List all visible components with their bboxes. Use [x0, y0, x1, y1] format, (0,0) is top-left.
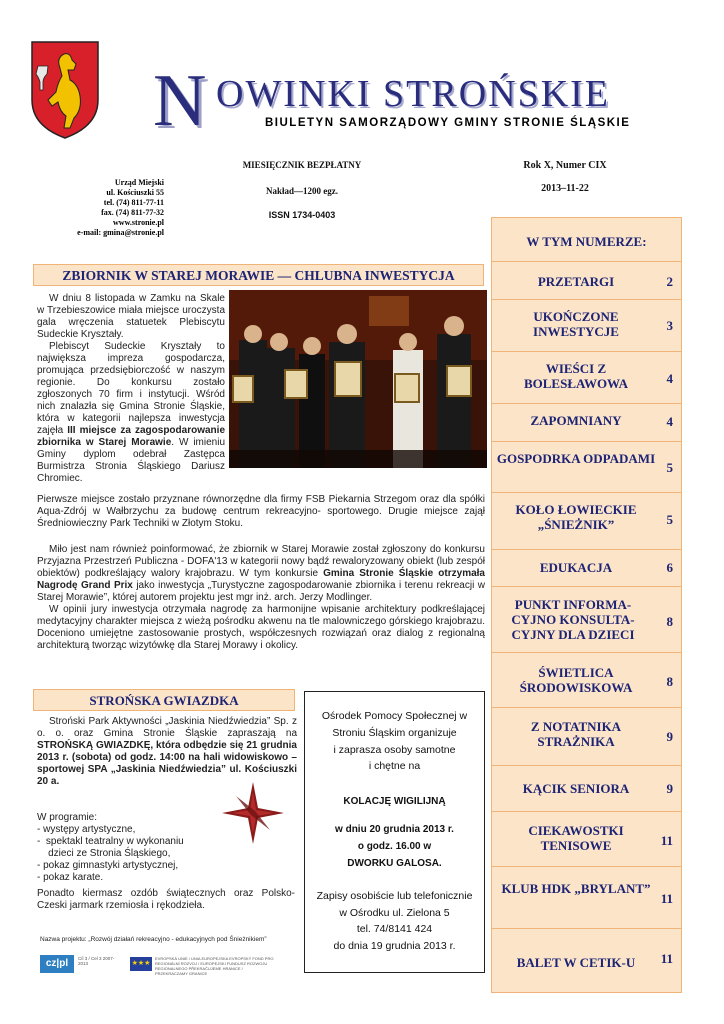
toc-item[interactable] [492, 812, 681, 867]
toc-item-label: KĄCIK SENIORA [522, 781, 630, 796]
article-bold-text: STROŃSKĄ GWIAZDKĘ, która odbędzie się 21 grudnia 2013 r. (sobota) od godz. 14:00 na hali widowiskowo – sportowej SPA „Jaskinia Niedźwiedzia” ul. Kościuszki 20 a. [37, 740, 297, 787]
social-welfare-notice [304, 691, 485, 973]
toc-item-label: KLUB HDK „BRYLANT” [501, 881, 651, 896]
article-heading-star: STROŃSKA GWIAZDKA [33, 689, 295, 711]
toc-item-page: 4 [666, 414, 673, 429]
program-item: - pokaz gimnastyki artystycznej, [37, 860, 179, 871]
toc-item-page: 8 [666, 674, 673, 689]
notice-line: Stroniu Śląskim organizuje [332, 727, 457, 739]
office-name: Urząd Miejski [114, 178, 164, 187]
toc-item-page: 5 [666, 460, 673, 475]
article-paragraph: Pierwsze miejsce zostało przyznane równorzędne dla firmy FSB Piekarnia Strzegom oraz dla spółki Aqua-Zdrój w Wałbrzychu za budowę centrum rekreacyjno- sportowego. Drugie miejsce zajął Średniowieczny Park Techniki w Złotym Stoku. [37, 494, 485, 529]
toc-item-label: UKOŃCZONE INWESTYCJE [533, 309, 619, 339]
article-paragraph [37, 716, 297, 788]
article-reservoir-body [37, 494, 485, 530]
toc-item-page: 9 [666, 729, 673, 744]
toc-item-label: WIEŚCI Z BOLESŁAWOWA [523, 361, 629, 391]
toc-item-page: 5 [666, 512, 673, 527]
notice-deadline: do dnia 19 grudnia 2013 r. [333, 940, 456, 952]
toc-item-page: 11 [660, 833, 673, 848]
program-item: - spektakl teatralny w wykonaniu [37, 836, 184, 847]
notice-time: o godz. 16.00 w [357, 841, 432, 852]
toc-item-label: GOSPODRKA ODPADAMI [496, 451, 656, 466]
article-bold-text: III miejsce za zagospodarowanie zbiornika w Starej Morawie [37, 425, 225, 448]
article-text: Stroński Park Aktywności „Jaskinia Niedźwiedzia” Sp. z o. o. oraz Gmina Stronie Śląskie zapraszają na [37, 716, 297, 739]
toc-item[interactable] [492, 300, 681, 352]
office-phone: tel. (74) 811-77-11 [103, 198, 164, 207]
article-bold-text: Gmina Stronie Śląskie otrzymała Nagrodę Grand Prix [37, 568, 485, 591]
toc-item-label: ŚWIETLICA ŚRODOWISKOWA [519, 665, 633, 695]
meta-issn: ISSN 1734-0403 [268, 210, 336, 220]
article-paragraph [37, 341, 225, 485]
article-star-intro [37, 716, 297, 788]
toc-item[interactable] [492, 493, 681, 550]
notice-line: i zaprasza osoby samotne [333, 744, 456, 756]
article-text: Plebiscyt Sudeckie Kryształy to największa impreza gospodarcza, promująca przedsiębiorczość w naszym regionie. Do konkursu zostało zgłoszonych 70 firm i instytucji. Wśród nich znalazła się Gmina Stronie Śląskie, która w kategorii najlepsza inwestycja zajęła [37, 341, 225, 436]
office-address: ul. Kościuszki 55 [106, 188, 164, 197]
coat-of-arms-icon [30, 40, 100, 140]
toc-item-label: BALET W CETIK-U [516, 955, 636, 970]
toc-item-label: EDUKACJA [539, 560, 613, 575]
meta-date: 2013–11-22 [541, 183, 589, 194]
notice-date: w dniu 20 grudnia 2013 r. [335, 824, 454, 835]
article-paragraph: W dniu 8 listopada w Zamku na Skale w Trzebieszowice miała miejsce uroczysta gala wręczenia statuetek Plebiscytu Sudeckie Kryształy. [37, 293, 225, 340]
meta-issue: Rok X, Numer CIX [523, 160, 607, 171]
notice-signup: Zapisy osobiście lub telefonicznie [316, 890, 473, 902]
masthead-subtitle: BIULETYN SAMORZĄDOWY GMINY STRONIE ŚLĄSKIE [265, 117, 631, 129]
toc-item-page: 6 [666, 560, 673, 575]
article-text: . W imieniu Gminy dyplom odebrał Zastępca Burmistrza Stronia Śląskiego Dariusz Chromiec. [37, 437, 226, 484]
toc-item-label: ZAPOMNIANY [530, 413, 622, 428]
toc-item[interactable] [492, 708, 681, 766]
toc-item[interactable] [492, 766, 681, 812]
table-of-contents [491, 217, 682, 993]
program-item: - występy artystyczne, [37, 824, 136, 835]
article-paragraph [37, 544, 485, 604]
office-website[interactable]: www.stronie.pl [113, 218, 164, 227]
office-email[interactable]: e-mail: gmina@stronie.pl [77, 228, 164, 237]
toc-title: W TYM NUMERZE: [492, 218, 681, 262]
toc-item[interactable] [492, 929, 681, 992]
toc-item[interactable] [492, 404, 681, 442]
toc-item-page: 4 [666, 371, 673, 386]
article-text: Miło jest nam również poinformować, że zbiornik w Starej Morawie został zgłoszony do konkursu Przyjazna Przestrzeń Publiczna - DOFA'13 w kategorii nowy bądź rewaloryzowany obiekt (lub zespół obiektów) podkreślający walory krajobrazu. W tym konkursie [37, 544, 485, 579]
toc-item[interactable] [492, 263, 681, 300]
christmas-star-icon [222, 782, 284, 844]
toc-item[interactable] [492, 587, 681, 653]
toc-item-page: 11 [660, 951, 673, 966]
award-ceremony-photo [229, 290, 487, 468]
article-heading-reservoir: ZBIORNIK W STAREJ MORAWIE — CHLUBNA INWESTYCJA [33, 264, 484, 286]
toc-item[interactable] [492, 653, 681, 708]
toc-item[interactable] [492, 867, 681, 929]
program-item: dzieci ze Stronia Śląskiego, [37, 848, 171, 859]
notice-event: KOLACJĘ WIGILIJNĄ [343, 796, 446, 807]
program-item: - pokaz karate. [37, 872, 104, 883]
article-reservoir-intro [37, 293, 225, 485]
toc-item-label: CIEKAWOSTKI TENISOWE [528, 823, 624, 853]
toc-item-page: 8 [666, 614, 673, 629]
program-label: W programie: [37, 812, 98, 823]
article-reservoir-body [37, 544, 485, 652]
toc-item[interactable] [492, 352, 681, 404]
toc-item-label: PRZETARGI [537, 274, 615, 289]
toc-item-label: PUNKT INFORMA-CYJNO KONSULTA-CYJNY DLA DZIECI [511, 597, 635, 642]
toc-item[interactable] [492, 550, 681, 587]
office-fax: fax. (74) 811-77-32 [101, 208, 164, 217]
toc-item-page: 2 [666, 274, 673, 289]
meta-circulation: Nakład—1200 egz. [266, 186, 338, 196]
article-paragraph: W opinii jury inwestycja otrzymała nagrodę za harmonijne wpisanie architektury podkreślającej medytacyjny charakter miejsca z wieżą pośrodku akwenu na tle malowniczego górskiego krajobrazu. Doceniono umiejętne zastosowanie prostych, współczesnych rozwiązań oraz dialog z regionalną architekturą tworząc wizytówkę dla Starej Morawy i okolicy. [37, 604, 485, 651]
cz-pl-logo-caption: Cíl 3 / Cel 3 2007-2013 [78, 956, 115, 966]
notice-line: i chętne na [368, 760, 421, 772]
toc-item-page: 9 [666, 781, 673, 796]
toc-item[interactable] [492, 442, 681, 493]
notice-phone: tel. 74/8141 424 [356, 923, 433, 935]
eu-flag-icon: ★★★ [130, 957, 152, 971]
project-name: Nazwa projektu: „Rozwój działań rekreacyjno - edukacyjnych pod Śnieżnikiem” [40, 936, 267, 943]
masthead-title: OWINKI STROŃSKIE [216, 73, 611, 115]
toc-item-page: 3 [666, 318, 673, 333]
office-contact [8, 178, 164, 238]
toc-item-label: KOŁO ŁOWIECKIE „ŚNIEŻNIK” [515, 502, 637, 532]
eu-logo-caption: EVROPSKÁ UNIE / UNIA EUROPEJSKA EVROPSKÝ FOND PRO REGIONÁLNÍ ROZVOJ / EUROPEJSKI FUNDUSZ ROZWOJU REGIONALNEGO PŘEKRAČUJEME HRANICE / PRZEKRACZAMY GRANICE [155, 956, 274, 976]
toc-item-page: 11 [660, 891, 673, 906]
masthead-title-initial: N [153, 60, 207, 142]
toc-item-label: Z NOTATNIKA STRAŻNIKA [530, 719, 622, 749]
meta-monthly: MIESIĘCZNIK BEZPŁATNY [242, 160, 362, 170]
notice-place: DWORKU GALOSA. [347, 858, 442, 869]
notice-line: Ośrodek Pomocy Społecznej w [321, 710, 468, 722]
funding-logos [40, 955, 298, 976]
cz-pl-logo: cz|pl [40, 955, 74, 973]
program-list [37, 812, 217, 884]
notice-signup: w Ośrodku ul. Zielona 5 [339, 907, 450, 919]
article-star-ending: Ponadto kiermasz ozdób świątecznych oraz Polsko-Czeski jarmark rzemiosła i rękodzieła. [37, 888, 295, 911]
article-text: jako inwestycja „Turystyczne zagospodarowanie zbiornika i terenu rekreacji w Starej Morawie”, której autorem projektu jest mgr inż. arch. Jerzy Modlinger. [37, 580, 485, 603]
